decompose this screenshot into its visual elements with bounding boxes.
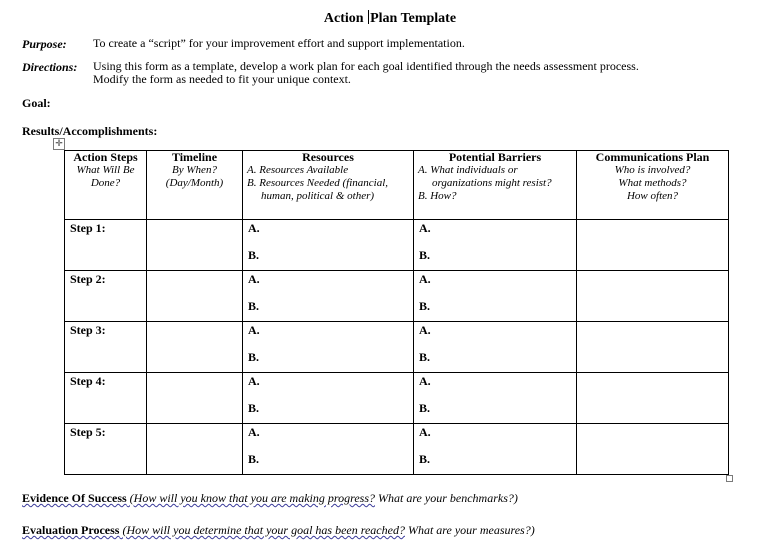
table-move-handle-icon[interactable]: ✛: [53, 138, 65, 150]
resources-b-label: B.: [248, 401, 260, 415]
results-label: Results/Accomplishments:: [22, 124, 158, 138]
text-cursor: [368, 10, 369, 24]
purpose-text: To create a “script” for your improvement effort and support implementation.: [93, 36, 465, 50]
barriers-a-label: A.: [419, 374, 431, 388]
barriers-cell[interactable]: [414, 424, 577, 475]
timeline-cell[interactable]: [147, 424, 243, 475]
purpose-label: Purpose:: [22, 37, 67, 51]
communications-cell[interactable]: [577, 271, 729, 322]
evidence-question-1: (How will you know that you are making progress?: [126, 491, 375, 505]
title-text-part1: Action: [323, 11, 368, 26]
table-row: [65, 271, 729, 322]
barriers-a-label: A.: [419, 323, 431, 337]
table-row: [65, 220, 729, 271]
header-barriers-b: B. How?: [418, 190, 457, 202]
barriers-b-label: B.: [419, 350, 431, 364]
evaluation-question-1: (How will you determine that your goal has been reached?: [119, 523, 405, 537]
header-communications: [577, 151, 729, 220]
title-text-part2: Plan Template: [370, 11, 457, 26]
step-cell[interactable]: [65, 373, 147, 424]
barriers-b-label: B.: [419, 401, 431, 415]
header-resources-title: Resources: [302, 150, 354, 164]
directions-line2: Modify the form as needed to fit your unique context.: [93, 72, 351, 86]
resources-cell[interactable]: [243, 220, 414, 271]
step-label: Step 3:: [70, 323, 106, 337]
evidence-of-success-line: [22, 491, 518, 506]
evaluation-question-2: What are your measures?): [404, 523, 535, 537]
header-barriers: [414, 151, 577, 220]
header-barriers-title: Potential Barriers: [448, 150, 542, 164]
step-cell[interactable]: [65, 220, 147, 271]
resources-b-label: B.: [248, 299, 260, 313]
header-communications-sub3: How often?: [626, 190, 679, 202]
directions-line1: Using this form as a template, develop a work plan for each goal identified through the needs assessment process.: [93, 59, 639, 73]
header-communications-title: Communications Plan: [595, 150, 710, 164]
table-row: [65, 373, 729, 424]
step-cell[interactable]: [65, 322, 147, 373]
evidence-question-2: What are your benchmarks?): [375, 491, 518, 505]
barriers-cell[interactable]: [414, 373, 577, 424]
header-resources: [243, 151, 414, 220]
evidence-of-success-label: Evidence Of Success: [22, 491, 127, 505]
communications-cell[interactable]: [577, 424, 729, 475]
barriers-b-label: B.: [419, 248, 431, 262]
header-action-steps-sub2: Done?: [90, 177, 121, 189]
barriers-b-label: B.: [419, 299, 431, 313]
resources-b-label: B.: [248, 248, 260, 262]
resources-a-label: A.: [248, 425, 260, 439]
communications-cell[interactable]: [577, 373, 729, 424]
step-label: Step 1:: [70, 221, 106, 235]
header-communications-sub2: What methods?: [618, 177, 687, 189]
barriers-cell[interactable]: [414, 271, 577, 322]
header-timeline-sub2: (Day/Month): [165, 177, 224, 189]
step-label: Step 4:: [70, 374, 106, 388]
header-timeline-title: Timeline: [171, 150, 218, 164]
resources-cell[interactable]: [243, 271, 414, 322]
resources-b-label: B.: [248, 452, 260, 466]
step-label: Step 2:: [70, 272, 106, 286]
timeline-cell[interactable]: [147, 220, 243, 271]
directions-label: Directions:: [22, 60, 78, 74]
step-label: Step 5:: [70, 425, 106, 439]
header-action-steps-sub1: What Will Be: [76, 164, 135, 176]
resources-a-label: A.: [248, 323, 260, 337]
timeline-cell[interactable]: [147, 271, 243, 322]
step-cell[interactable]: [65, 271, 147, 322]
barriers-cell[interactable]: [414, 220, 577, 271]
evaluation-process-label: Evaluation Process: [22, 523, 120, 537]
resources-cell[interactable]: [243, 424, 414, 475]
header-timeline-sub1: By When?: [172, 164, 217, 176]
directions-text: [93, 60, 639, 86]
barriers-a-label: A.: [419, 272, 431, 286]
barriers-a-label: A.: [419, 425, 431, 439]
communications-cell[interactable]: [577, 220, 729, 271]
timeline-cell[interactable]: [147, 322, 243, 373]
evaluation-process-line: [22, 523, 535, 538]
resources-a-label: A.: [248, 272, 260, 286]
resources-cell[interactable]: [243, 322, 414, 373]
barriers-a-label: A.: [419, 221, 431, 235]
communications-cell[interactable]: [577, 322, 729, 373]
header-barriers-a: A. What individuals or organizations might resist?: [418, 164, 552, 189]
barriers-b-label: B.: [419, 452, 431, 466]
table-header-row: [65, 151, 729, 220]
barriers-cell[interactable]: [414, 322, 577, 373]
table-row: [65, 322, 729, 373]
header-resources-b: B. Resources Needed (financial, human, political & other): [247, 177, 389, 202]
page-title: [0, 10, 780, 27]
action-plan-table: [64, 150, 729, 475]
table-resize-handle[interactable]: [726, 475, 733, 482]
table-row: [65, 424, 729, 475]
header-communications-sub1: Who is involved?: [614, 164, 691, 176]
resources-b-label: B.: [248, 350, 260, 364]
resources-cell[interactable]: [243, 373, 414, 424]
resources-a-label: A.: [248, 374, 260, 388]
resources-a-label: A.: [248, 221, 260, 235]
header-resources-a: A. Resources Available: [247, 164, 349, 176]
header-action-steps: [65, 151, 147, 220]
goal-label: Goal:: [22, 96, 51, 110]
header-action-steps-title: Action Steps: [73, 150, 138, 164]
header-timeline: [147, 151, 243, 220]
step-cell[interactable]: [65, 424, 147, 475]
timeline-cell[interactable]: [147, 373, 243, 424]
